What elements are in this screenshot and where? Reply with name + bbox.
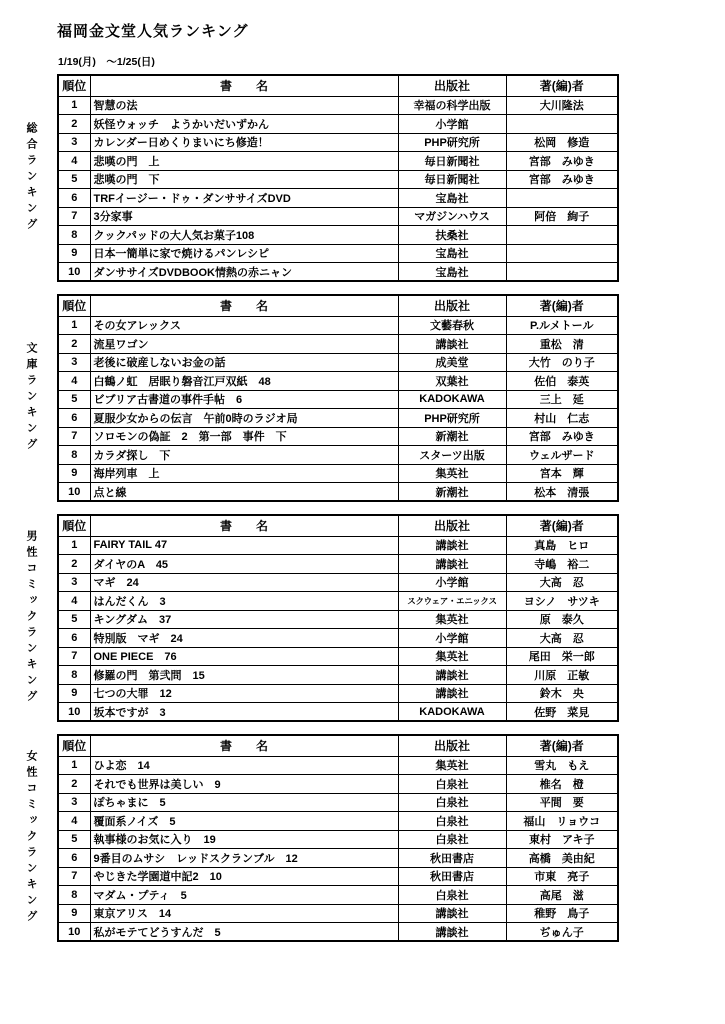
book-title-cell: マギ 24 [90,573,398,592]
book-title-cell: 9番目のムサシ レッドスクランブル 12 [90,849,398,868]
rank-cell: 8 [58,886,90,905]
author-cell: 宮本 輝 [506,464,618,483]
rank-cell: 3 [58,793,90,812]
table-row [58,226,618,245]
rank-cell: 3 [58,133,90,152]
book-title-cell: 坂本ですが 3 [90,703,398,722]
book-title-cell: ソロモンの偽証 2 第一部 事件 下 [90,427,398,446]
author-cell: 松岡 修造 [506,133,618,152]
book-title-cell: やじきた学園道中記2 10 [90,867,398,886]
ranking-section [25,514,619,722]
table-row [58,133,618,152]
book-title-cell: 七つの大罪 12 [90,684,398,703]
publisher-cell: 小学館 [398,629,506,648]
rank-cell: 9 [58,684,90,703]
author-cell [506,244,618,263]
table-row [58,263,618,282]
rank-cell: 1 [58,756,90,775]
rank-cell: 10 [58,263,90,282]
ranking-table [57,294,619,502]
table-header-row [58,75,618,96]
book-title-cell: クックパッドの大人気お菓子108 [90,226,398,245]
rank-cell: 10 [58,923,90,942]
table-row [58,904,618,923]
author-cell [506,226,618,245]
table-header-row [58,735,618,756]
table-row [58,647,618,666]
author-cell: 川原 正敏 [506,666,618,685]
book-title-cell: 悲嘆の門 上 [90,152,398,171]
author-cell: 寺嶋 裕二 [506,555,618,574]
table-row [58,592,618,611]
section-label: 女性コミックランキング [25,750,37,926]
author-cell: 原 泰久 [506,610,618,629]
rank-cell: 6 [58,189,90,208]
table-row [58,830,618,849]
publisher-cell: 新潮社 [398,483,506,502]
rank-cell: 2 [58,555,90,574]
table-row [58,446,618,465]
table-row [58,189,618,208]
author-cell: 村山 仁志 [506,409,618,428]
table-row [58,316,618,335]
table-row [58,390,618,409]
ranking-section [25,294,619,502]
publisher-cell: 成美堂 [398,353,506,372]
book-title-cell: はんだくん 3 [90,592,398,611]
table-row [58,244,618,263]
publisher-cell: 幸福の科学出版 [398,96,506,115]
author-cell: 宮部 みゆき [506,170,618,189]
author-cell: 福山 リョウコ [506,812,618,831]
publisher-cell: 講談社 [398,555,506,574]
column-header-publisher: 出版社 [398,735,506,756]
book-title-cell: 覆面系ノイズ 5 [90,812,398,831]
table-row [58,115,618,134]
author-cell: 真島 ヒロ [506,536,618,555]
book-title-cell: ONE PIECE 76 [90,647,398,666]
author-cell: 稚野 鳥子 [506,904,618,923]
publisher-cell: 講談社 [398,904,506,923]
author-cell: 鈴木 央 [506,684,618,703]
rank-cell: 6 [58,849,90,868]
rank-cell: 5 [58,830,90,849]
author-cell: 三上 延 [506,390,618,409]
book-title-cell: 東京アリス 14 [90,904,398,923]
book-title-cell: FAIRY TAIL 47 [90,536,398,555]
publisher-cell: 毎日新聞社 [398,152,506,171]
ranking-table [57,734,619,942]
table-row [58,353,618,372]
author-cell: 平間 要 [506,793,618,812]
table-row [58,849,618,868]
rank-cell: 5 [58,390,90,409]
rank-cell: 2 [58,115,90,134]
rank-cell: 8 [58,666,90,685]
publisher-cell: 文藝春秋 [398,316,506,335]
table-row [58,573,618,592]
publisher-cell: 集英社 [398,756,506,775]
table-row [58,610,618,629]
table-row [58,427,618,446]
publisher-cell: スクウェア・エニックス [398,592,506,611]
author-cell: 高橋 美由紀 [506,849,618,868]
author-cell: 椎名 橙 [506,775,618,794]
author-cell: 佐野 菜見 [506,703,618,722]
book-title-cell: 悲嘆の門 下 [90,170,398,189]
publisher-cell: 扶桑社 [398,226,506,245]
publisher-cell: 宝島社 [398,244,506,263]
table-row [58,629,618,648]
column-header-author: 著(編)者 [506,75,618,96]
rank-cell: 4 [58,812,90,831]
rank-cell: 3 [58,573,90,592]
rank-cell: 3 [58,353,90,372]
rank-cell: 6 [58,629,90,648]
rank-cell: 10 [58,483,90,502]
publisher-cell: PHP研究所 [398,133,506,152]
publisher-cell: 宝島社 [398,263,506,282]
column-header-rank: 順位 [58,75,90,96]
rank-cell: 1 [58,96,90,115]
book-title-cell: キングダム 37 [90,610,398,629]
book-title-cell: 夏服少女からの伝言 午前0時のラジオ局 [90,409,398,428]
table-row [58,923,618,942]
book-title-cell: 智慧の法 [90,96,398,115]
section-label: 文庫ランキング [25,342,37,454]
table-row [58,666,618,685]
author-cell: ウェルザード [506,446,618,465]
book-title-cell: カレンダー日めくりまいにち修造！ [90,133,398,152]
ranking-section [25,74,619,282]
table-row [58,793,618,812]
rank-cell: 9 [58,464,90,483]
book-title-cell: ダンササイズDVDBOOK情熱の赤ニャン [90,263,398,282]
publisher-cell: 秋田書店 [398,867,506,886]
book-title-cell: それでも世界は美しい 9 [90,775,398,794]
publisher-cell: KADOKAWA [398,390,506,409]
book-title-cell: その女アレックス [90,316,398,335]
rank-cell: 10 [58,703,90,722]
table-row [58,170,618,189]
book-title-cell: ひよ恋 14 [90,756,398,775]
column-header-publisher: 出版社 [398,295,506,316]
rank-cell: 2 [58,335,90,354]
publisher-cell: 白泉社 [398,886,506,905]
author-cell [506,115,618,134]
publisher-cell: 講談社 [398,684,506,703]
rank-cell: 8 [58,226,90,245]
rank-cell: 9 [58,244,90,263]
rank-cell: 8 [58,446,90,465]
book-title-cell: マダム・プティ 5 [90,886,398,905]
publisher-cell: 集英社 [398,647,506,666]
table-row [58,812,618,831]
author-cell: ぢゅん子 [506,923,618,942]
book-title-cell: 3分家事 [90,207,398,226]
table-row [58,483,618,502]
book-title-cell: ビブリア古書道の事件手帖 6 [90,390,398,409]
table-header-row [58,515,618,536]
publisher-cell: 白泉社 [398,830,506,849]
column-header-author: 著(編)者 [506,295,618,316]
column-header-title: 書 名 [90,735,398,756]
table-row [58,464,618,483]
publisher-cell: スターツ出版 [398,446,506,465]
table-row [58,409,618,428]
column-header-author: 著(編)者 [506,735,618,756]
rank-cell: 4 [58,592,90,611]
book-title-cell: 執事様のお気に入り 19 [90,830,398,849]
author-cell: 大高 忍 [506,629,618,648]
column-header-publisher: 出版社 [398,515,506,536]
author-cell: 大高 忍 [506,573,618,592]
publisher-cell: 新潮社 [398,427,506,446]
table-row [58,536,618,555]
book-title-cell: 点と線 [90,483,398,502]
author-cell [506,189,618,208]
book-title-cell: カラダ探し 下 [90,446,398,465]
publisher-cell: 毎日新聞社 [398,170,506,189]
section-label: 総合ランキング [25,122,37,234]
table-row [58,335,618,354]
author-cell: ヨシノ サツキ [506,592,618,611]
date-range: 1/19(月) ～1/25(日) [58,56,155,68]
column-header-publisher: 出版社 [398,75,506,96]
book-title-cell: 修羅の門 第弐問 15 [90,666,398,685]
rank-cell: 6 [58,409,90,428]
rank-cell: 1 [58,316,90,335]
book-title-cell: 海岸列車 上 [90,464,398,483]
rank-cell: 1 [58,536,90,555]
table-row [58,756,618,775]
table-row [58,152,618,171]
column-header-rank: 順位 [58,295,90,316]
author-cell: 大竹 のり子 [506,353,618,372]
rank-cell: 9 [58,904,90,923]
author-cell: 佐伯 泰英 [506,372,618,391]
publisher-cell: 白泉社 [398,775,506,794]
rank-cell: 2 [58,775,90,794]
ranking-table [57,514,619,722]
book-title-cell: 老後に破産しないお金の話 [90,353,398,372]
rank-cell: 7 [58,867,90,886]
column-header-title: 書 名 [90,515,398,536]
column-header-author: 著(編)者 [506,515,618,536]
publisher-cell: 集英社 [398,610,506,629]
author-cell: 尾田 栄一郎 [506,647,618,666]
page-title: 福岡金文堂人気ランキング [57,23,249,40]
publisher-cell: 白泉社 [398,793,506,812]
publisher-cell: 白泉社 [398,812,506,831]
column-header-title: 書 名 [90,75,398,96]
rank-cell: 4 [58,372,90,391]
ranking-table [57,74,619,282]
publisher-cell: 小学館 [398,115,506,134]
author-cell: 宮部 みゆき [506,152,618,171]
publisher-cell: 講談社 [398,666,506,685]
author-cell: 宮部 みゆき [506,427,618,446]
table-row [58,684,618,703]
table-row [58,207,618,226]
table-row [58,775,618,794]
publisher-cell: PHP研究所 [398,409,506,428]
publisher-cell: 講談社 [398,923,506,942]
ranking-sections [25,74,619,954]
publisher-cell: マガジンハウス [398,207,506,226]
author-cell: 高尾 滋 [506,886,618,905]
table-row [58,372,618,391]
table-row [58,886,618,905]
ranking-section [25,734,619,942]
author-cell: 阿倍 絢子 [506,207,618,226]
book-title-cell: 私がモテてどうすんだ 5 [90,923,398,942]
author-cell: 市東 亮子 [506,867,618,886]
publisher-cell: 宝島社 [398,189,506,208]
rank-cell: 4 [58,152,90,171]
column-header-rank: 順位 [58,735,90,756]
author-cell: 重松 清 [506,335,618,354]
book-title-cell: ぽちゃまに 5 [90,793,398,812]
publisher-cell: 双葉社 [398,372,506,391]
publisher-cell: 集英社 [398,464,506,483]
author-cell: 松本 清張 [506,483,618,502]
author-cell: 大川隆法 [506,96,618,115]
column-header-title: 書 名 [90,295,398,316]
publisher-cell: KADOKAWA [398,703,506,722]
author-cell: 雪丸 もえ [506,756,618,775]
section-label: 男性コミックランキング [25,530,37,706]
book-title-cell: 日本一簡単に家で焼けるパンレシピ [90,244,398,263]
table-row [58,867,618,886]
publisher-cell: 講談社 [398,335,506,354]
table-row [58,703,618,722]
table-row [58,555,618,574]
rank-cell: 7 [58,427,90,446]
publisher-cell: 講談社 [398,536,506,555]
table-row [58,96,618,115]
rank-cell: 5 [58,170,90,189]
publisher-cell: 小学館 [398,573,506,592]
book-title-cell: 特別版 マギ 24 [90,629,398,648]
book-title-cell: 妖怪ウォッチ ようかいだいずかん [90,115,398,134]
rank-cell: 7 [58,207,90,226]
rank-cell: 7 [58,647,90,666]
author-cell [506,263,618,282]
publisher-cell: 秋田書店 [398,849,506,868]
author-cell: 東村 アキ子 [506,830,618,849]
column-header-rank: 順位 [58,515,90,536]
table-header-row [58,295,618,316]
book-title-cell: 白鶴ノ虹 居眠り磐音江戸双紙 48 [90,372,398,391]
rank-cell: 5 [58,610,90,629]
book-title-cell: ダイヤのA 45 [90,555,398,574]
book-title-cell: TRFイージー・ドゥ・ダンササイズDVD [90,189,398,208]
book-title-cell: 流星ワゴン [90,335,398,354]
author-cell: P.ルメトール [506,316,618,335]
